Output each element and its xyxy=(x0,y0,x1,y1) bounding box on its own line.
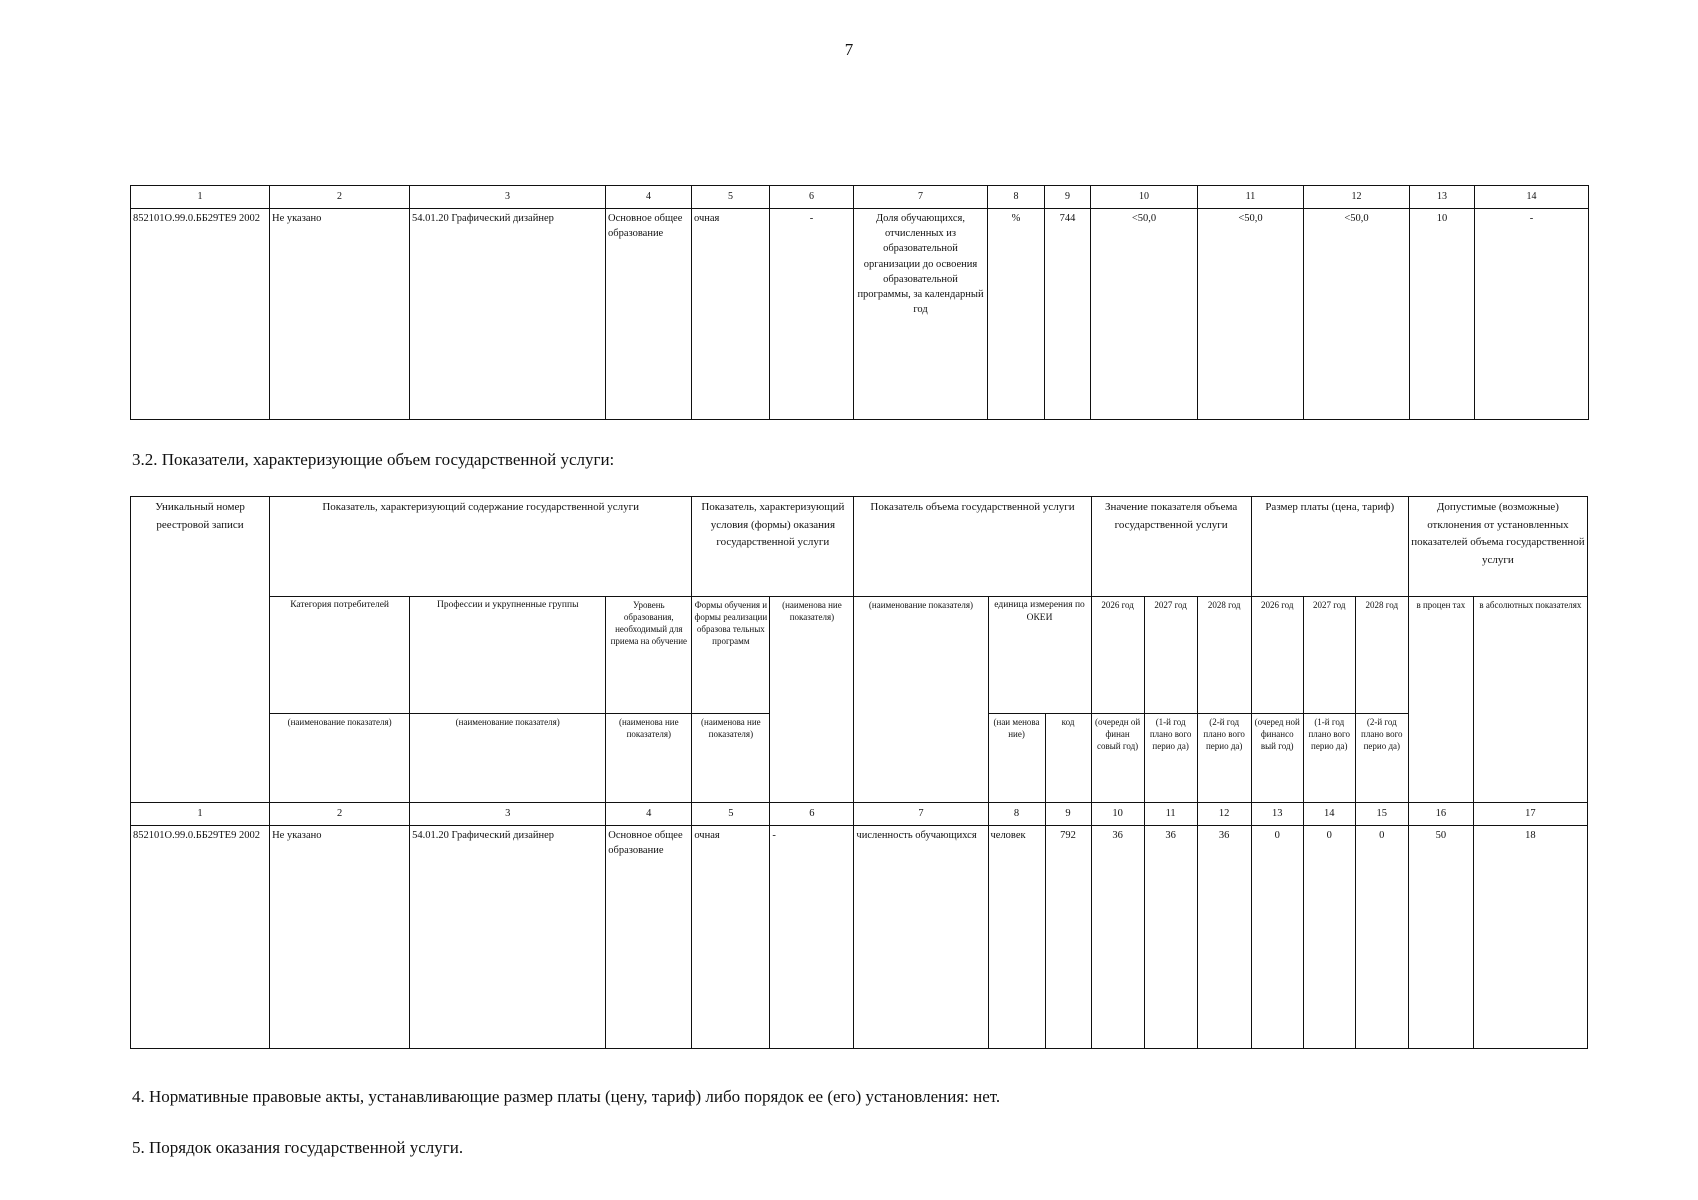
col-number: 6 xyxy=(770,803,854,826)
conditions-header: Показатель, характеризующий условия (формы) оказания государственной услуги xyxy=(692,497,854,597)
value-2027-header: 2027 год xyxy=(1144,597,1197,714)
value-2028: <50,0 xyxy=(1304,209,1410,420)
unit-name-header: (наи менова ние) xyxy=(988,714,1045,803)
profession: 54.01.20 Графический дизайнер xyxy=(410,826,606,1049)
column-number-row xyxy=(131,186,1589,209)
volume-header: Показатель объема государственной услуги xyxy=(854,497,1091,597)
plan-year-1-header: (1-й год плано вого перио да) xyxy=(1144,714,1197,803)
professions-name-header: (наименование показателя) xyxy=(410,714,606,803)
fee-header: Размер платы (цена, тариф) xyxy=(1251,497,1408,597)
deviation-absolute: 18 xyxy=(1473,826,1587,1049)
col-number: 11 xyxy=(1144,803,1197,826)
content-header: Показатель, характеризующий содержание государственной услуги xyxy=(270,497,692,597)
category-header: Категория потребителей xyxy=(270,597,410,714)
fee-2028-header: 2028 год xyxy=(1355,597,1408,714)
col-number: 5 xyxy=(692,803,770,826)
next-year-header: (очередн ой финан совый год) xyxy=(1091,714,1144,803)
col-number: 12 xyxy=(1304,186,1410,209)
quality-indicators-table xyxy=(130,185,1589,420)
indicator-name: Доля обучающихся, отчисленных из образовательной организации до освоения образовательной программы, за календарный год xyxy=(854,209,988,420)
volume-indicators-table xyxy=(130,496,1588,1049)
page-number: 7 xyxy=(844,40,854,59)
col-number: 15 xyxy=(1355,803,1408,826)
col-number: 1 xyxy=(131,186,270,209)
col-number: 9 xyxy=(1045,803,1091,826)
education-level: Основное общее образование xyxy=(606,209,692,420)
condition-name-header: (наименова ние показателя) xyxy=(770,597,854,803)
col-number: 2 xyxy=(270,803,410,826)
category-name-header: (наименование показателя) xyxy=(270,714,410,803)
value-2027: <50,0 xyxy=(1198,209,1304,420)
indicator-name: численность обучающихся xyxy=(854,826,988,1049)
col-number: 3 xyxy=(410,186,606,209)
condition-value: - xyxy=(770,209,854,420)
unit-name: % xyxy=(988,209,1045,420)
unit-okei-header: единица измерения по ОКЕИ xyxy=(988,597,1091,714)
col-number: 17 xyxy=(1473,803,1587,826)
consumer-category: Не указано xyxy=(270,826,410,1049)
value-2028: 36 xyxy=(1197,826,1251,1049)
col-number: 1 xyxy=(131,803,270,826)
registry-number: 852101О.99.0.ББ29ТЕ9 2002 xyxy=(131,209,270,420)
col-number: 6 xyxy=(770,186,854,209)
col-number: 11 xyxy=(1198,186,1304,209)
value-header: Значение показателя объема государственной услуги xyxy=(1091,497,1251,597)
fee-2026-header: 2026 год xyxy=(1251,597,1303,714)
volume-name-header: (наименование показателя) xyxy=(854,597,988,803)
level-header: Уровень образования, необходимый для приема на обучение xyxy=(606,597,692,714)
header-row-2 xyxy=(131,597,1588,714)
fee-2027-header: 2027 год xyxy=(1303,597,1355,714)
deviation-header: Допустимые (возможные) отклонения от установленных показателей объема государственной услуги xyxy=(1408,497,1587,597)
value-2027: 36 xyxy=(1144,826,1197,1049)
section-4-text: 4. Нормативные правовые акты, устанавливающие размер платы (цену, тариф) либо порядок ее (его) установления: нет. xyxy=(132,1087,1001,1106)
col-number: 10 xyxy=(1091,803,1144,826)
registry-header: Уникальный номер реестровой записи xyxy=(131,497,270,803)
deviation-absolute: - xyxy=(1475,209,1589,420)
value-2028-header: 2028 год xyxy=(1197,597,1251,714)
education-level: Основное общее образование xyxy=(606,826,692,1049)
col-number: 16 xyxy=(1408,803,1473,826)
registry-number: 852101О.99.0.ББ29ТЕ9 2002 xyxy=(131,826,270,1049)
col-number: 7 xyxy=(854,186,988,209)
forms-name-header: (наименова ние показателя) xyxy=(692,714,770,803)
fee-plan-year-1-header: (1-й год плано вого перио да) xyxy=(1303,714,1355,803)
value-2026: <50,0 xyxy=(1091,209,1198,420)
level-name-header: (наименова ние показателя) xyxy=(606,714,692,803)
fee-2026: 0 xyxy=(1251,826,1303,1049)
col-number: 7 xyxy=(854,803,988,826)
col-number: 8 xyxy=(988,186,1045,209)
unit-name: человек xyxy=(988,826,1045,1049)
col-number: 10 xyxy=(1091,186,1198,209)
percent-header: в процен тах xyxy=(1408,597,1473,803)
col-number: 8 xyxy=(988,803,1045,826)
section-5-text: 5. Порядок оказания государственной услуги. xyxy=(132,1138,464,1157)
unit-code: 744 xyxy=(1045,209,1091,420)
unit-code: 792 xyxy=(1045,826,1091,1049)
study-form: очная xyxy=(692,826,770,1049)
col-number: 12 xyxy=(1197,803,1251,826)
table-row xyxy=(131,209,1589,420)
value-2026-header: 2026 год xyxy=(1091,597,1144,714)
deviation-percent: 50 xyxy=(1408,826,1473,1049)
header-row-1 xyxy=(131,497,1588,597)
deviation-percent: 10 xyxy=(1410,209,1475,420)
col-number: 14 xyxy=(1303,803,1355,826)
table-row xyxy=(131,826,1588,1049)
section-3-2-heading: 3.2. Показатели, характеризующие объем государственной услуги: xyxy=(132,450,615,469)
plan-year-2-header: (2-й год плано вого перио да) xyxy=(1197,714,1251,803)
col-number: 13 xyxy=(1251,803,1303,826)
col-number: 13 xyxy=(1410,186,1475,209)
forms-header: Формы обучения и формы реализации образова тельных программ xyxy=(692,597,770,714)
col-number: 5 xyxy=(692,186,770,209)
col-number: 4 xyxy=(606,803,692,826)
fee-next-year-header: (очеред ной финансо вый год) xyxy=(1251,714,1303,803)
column-number-row xyxy=(131,803,1588,826)
col-number: 14 xyxy=(1475,186,1589,209)
col-number: 4 xyxy=(606,186,692,209)
profession: 54.01.20 Графический дизайнер xyxy=(410,209,606,420)
absolute-header: в абсолютных показателях xyxy=(1473,597,1587,803)
col-number: 9 xyxy=(1045,186,1091,209)
unit-code-header: код xyxy=(1045,714,1091,803)
fee-plan-year-2-header: (2-й год плано вого перио да) xyxy=(1355,714,1408,803)
col-number: 2 xyxy=(270,186,410,209)
col-number: 3 xyxy=(410,803,606,826)
fee-2028: 0 xyxy=(1355,826,1408,1049)
consumer-category: Не указано xyxy=(270,209,410,420)
fee-2027: 0 xyxy=(1303,826,1355,1049)
professions-header: Профессии и укрупненные группы xyxy=(410,597,606,714)
value-2026: 36 xyxy=(1091,826,1144,1049)
study-form: очная xyxy=(692,209,770,420)
condition-value: - xyxy=(770,826,854,1049)
